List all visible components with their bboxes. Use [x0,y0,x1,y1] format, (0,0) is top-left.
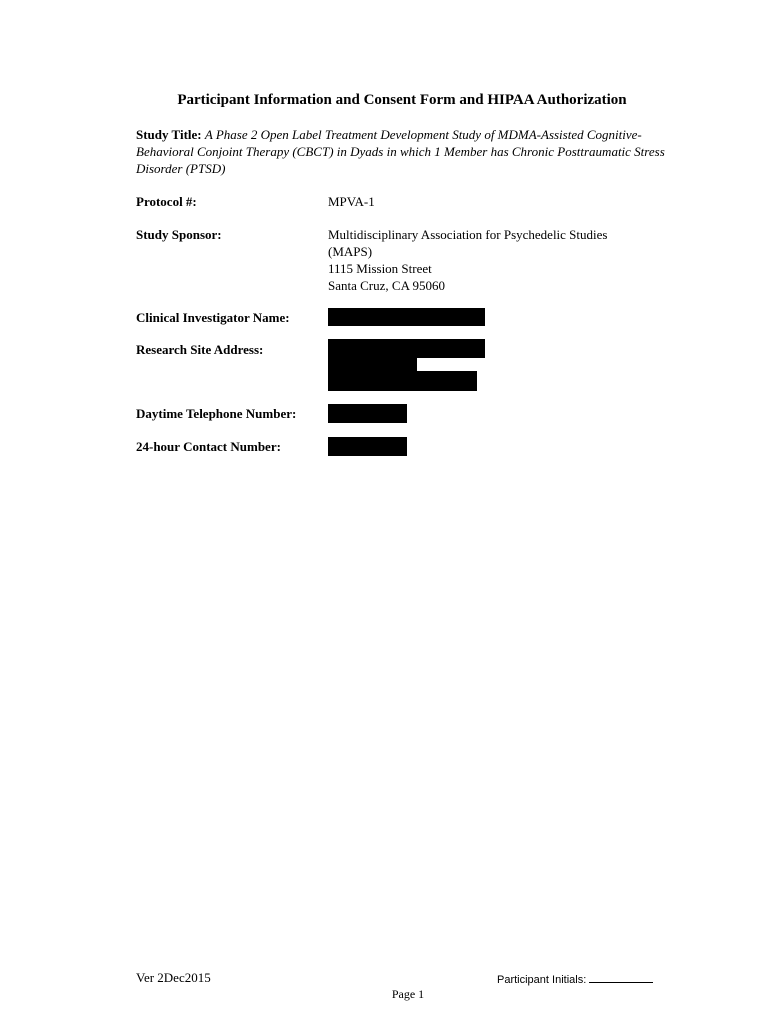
sponsor-city-line: Santa Cruz, CA 95060 [328,278,445,293]
contact-24h-redaction [328,437,407,456]
sponsor-label: Study Sponsor: [136,227,222,242]
protocol-label: Protocol #: [136,194,197,209]
document-title: Participant Information and Consent Form and HIPAA Authorization [177,92,627,108]
site-address-redaction-line2 [328,357,417,371]
protocol-value: MPVA-1 [328,194,375,209]
study-title-label: Study Title: [136,127,202,142]
sponsor-value [328,226,607,294]
daytime-phone-redaction [328,404,407,423]
footer-page-number: Page 1 [391,987,425,1001]
footer-version: Ver 2Dec2015 [136,970,211,985]
sponsor-street-line: 1115 Mission Street [328,261,432,276]
initials-blank-line[interactable] [589,972,653,983]
sponsor-abbrev-line: (MAPS) [328,244,373,259]
site-address-redaction-line1 [328,339,485,358]
study-title-block [136,126,696,177]
contact-24h-label: 24-hour Contact Number: [136,439,281,454]
site-address-label: Research Site Address: [136,342,264,357]
study-title-value: A Phase 2 Open Label Treatment Development Study of MDMA-Assisted Cognitive-Behavioral Conjoint Therapy (CBCT) in Dyads in which 1 Member has Chronic Posttraumatic Stress Disorder (PTSD) [136,127,665,176]
investigator-redaction [328,308,485,326]
site-address-redaction-line3 [328,371,477,391]
investigator-label: Clinical Investigator Name: [136,310,290,325]
initials-label: Participant Initials: [497,974,587,986]
sponsor-name-line: Multidisciplinary Association for Psychedelic Studies [328,227,608,242]
daytime-phone-label: Daytime Telephone Number: [136,406,297,421]
footer-initials [497,972,653,987]
